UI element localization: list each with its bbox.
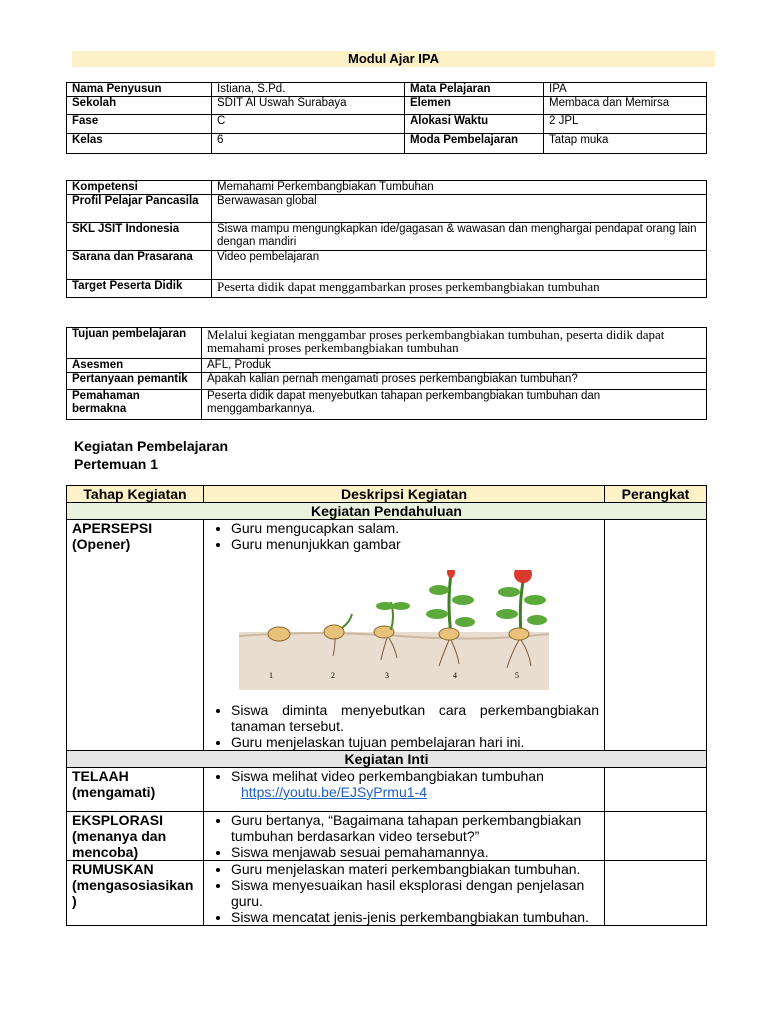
perangkat-cell	[605, 861, 707, 926]
info-value: SDIT Al Uswah Surabaya	[212, 97, 405, 115]
info-label: Nama Penyusun	[67, 83, 212, 97]
stage-description	[204, 861, 605, 926]
meeting-heading: Pertemuan 1	[74, 456, 159, 472]
info-value: Tatap muka	[544, 134, 707, 154]
table-row	[67, 280, 707, 298]
info-value: 2 JPL	[544, 115, 707, 134]
list-item: • Siswa menyesuaikan hasil eksplorasi dengan penjelasan guru.	[231, 877, 599, 909]
list-item: • Guru menjelaskan tujuan pembelajaran hari ini.	[231, 734, 599, 750]
perangkat-cell	[605, 812, 707, 861]
section-row	[67, 503, 707, 520]
table-row	[67, 520, 707, 751]
row-label: Profil Pelajar Pancasila	[67, 195, 212, 223]
info-table	[66, 82, 707, 154]
perangkat-cell	[605, 520, 707, 751]
table-row	[67, 390, 707, 420]
stage-description	[204, 812, 605, 861]
info-value: 6	[212, 134, 405, 154]
info-label: Kelas	[67, 134, 212, 154]
section-heading: Kegiatan Pembelajaran	[74, 438, 229, 454]
stage-label: RUMUSKAN (mengasosiasikan )	[67, 861, 204, 926]
stage-number: 1	[269, 671, 273, 680]
stage-number: 4	[453, 671, 457, 680]
video-link[interactable]: https://youtu.be/EJSyPrmu1-4	[241, 784, 427, 800]
row-value: Peserta didik dapat menggambarkan proses perkembangbiakan tumbuhan	[212, 280, 707, 298]
info-label: Sekolah	[67, 97, 212, 115]
stage-number: 3	[385, 671, 389, 680]
table-row	[67, 83, 707, 97]
table-row	[67, 812, 707, 861]
plant-growth-icon	[239, 570, 549, 690]
perangkat-cell	[605, 768, 707, 812]
table-row	[67, 97, 707, 115]
table-row	[67, 861, 707, 926]
row-value: Video pembelajaran	[212, 251, 707, 280]
row-label: Kompetensi	[67, 181, 212, 195]
stage-label: EKSPLORASI (menanya dan mencoba)	[67, 812, 204, 861]
table-row	[67, 195, 707, 223]
list-item: • Guru bertanya, “Bagaimana tahapan perkembangbiakan tumbuhan berdasarkan video tersebut?”	[231, 812, 599, 844]
stage-description	[204, 520, 605, 751]
kegiatan-table	[66, 485, 707, 926]
row-value: Memahami Perkembangbiakan Tumbuhan	[212, 181, 707, 195]
column-header: Tahap Kegiatan	[67, 486, 204, 503]
row-label: Tujuan pembelajaran	[67, 328, 202, 359]
info-value: Istiana, S.Pd.	[212, 83, 405, 97]
table-row	[67, 115, 707, 134]
row-label: Sarana dan Prasarana	[67, 251, 212, 280]
row-value: AFL, Produk	[202, 359, 707, 373]
info-value: C	[212, 115, 405, 134]
table-row	[67, 134, 707, 154]
list-item: • Siswa melihat video perkembangbiakan tumbuhan	[231, 768, 599, 784]
table-row	[67, 328, 707, 359]
table-row	[67, 373, 707, 390]
stage-label: APERSEPSI (Opener)	[67, 520, 204, 751]
info-label: Elemen	[405, 97, 544, 115]
stage-number: 2	[331, 671, 335, 680]
info-label: Moda Pembelajaran	[405, 134, 544, 154]
list-item: • Guru mengucapkan salam.	[231, 520, 599, 536]
section-row	[67, 751, 707, 768]
section-label: Kegiatan Inti	[67, 751, 707, 768]
section-label: Kegiatan Pendahuluan	[67, 503, 707, 520]
table-row	[67, 251, 707, 280]
table-header-row	[67, 486, 707, 503]
row-value: Berwawasan global	[212, 195, 707, 223]
table-row	[67, 181, 707, 195]
row-label: Pertanyaan pemantik	[67, 373, 202, 390]
table-row	[67, 768, 707, 812]
row-value: Siswa mampu mengungkapkan ide/gagasan & wawasan dan menghargai pendapat orang lain dengan mandiri	[212, 223, 707, 251]
info-label: Fase	[67, 115, 212, 134]
stage-label: TELAAH (mengamati)	[67, 768, 204, 812]
info-label: Mata Pelajaran	[405, 83, 544, 97]
page-title: Modul Ajar IPA	[72, 51, 715, 67]
list-item: • Siswa mencatat jenis-jenis perkembangbiakan tumbuhan.	[231, 909, 599, 925]
info-value: Membaca dan Memirsa	[544, 97, 707, 115]
info-value: IPA	[544, 83, 707, 97]
column-header: Deskripsi Kegiatan	[204, 486, 605, 503]
row-value: Peserta didik dapat menyebutkan tahapan perkembangbiakan tumbuhan dan menggambarkannya.	[202, 390, 707, 420]
list-item: • Guru menunjukkan gambar	[231, 536, 599, 552]
list-item: • Siswa diminta menyebutkan cara perkembangbiakan tanaman tersebut.	[231, 702, 599, 734]
row-value: Apakah kalian pernah mengamati proses perkembangbiakan tumbuhan?	[202, 373, 707, 390]
row-label: Pemahaman bermakna	[67, 390, 202, 420]
row-label: SKL JSIT Indonesia	[67, 223, 212, 251]
plant-growth-illustration	[239, 570, 549, 690]
table-row	[67, 359, 707, 373]
table-row	[67, 223, 707, 251]
row-label: Asesmen	[67, 359, 202, 373]
row-value: Melalui kegiatan menggambar proses perkembangbiakan tumbuhan, peserta didik dapat memahami proses perkembangbiakan tumbuhan	[202, 328, 707, 359]
column-header: Perangkat	[605, 486, 707, 503]
info-label: Alokasi Waktu	[405, 115, 544, 134]
stage-number: 5	[515, 671, 519, 680]
row-label: Target Peserta Didik	[67, 280, 212, 298]
list-item: • Siswa menjawab sesuai pemahamannya.	[231, 844, 599, 860]
stage-description	[204, 768, 605, 812]
kompetensi-table	[66, 180, 707, 298]
list-item: • Guru menjelaskan materi perkembangbiakan tumbuhan.	[231, 861, 599, 877]
tujuan-table	[66, 327, 707, 420]
